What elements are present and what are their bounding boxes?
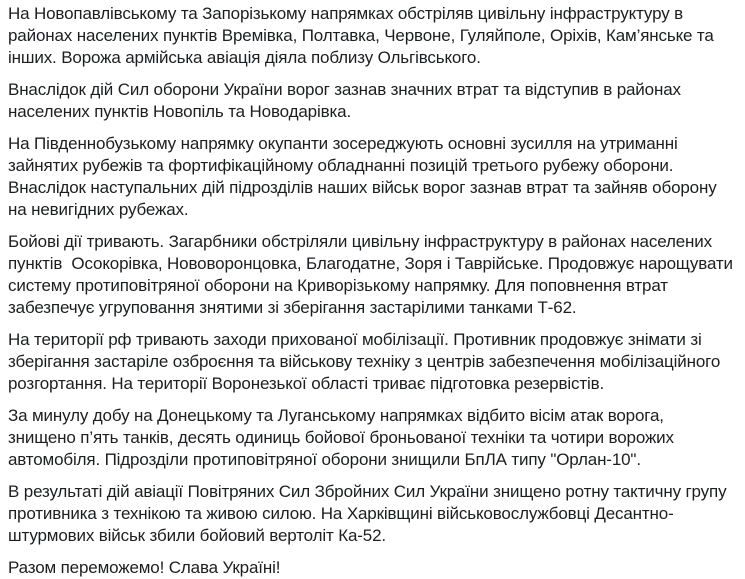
post-paragraph: В результаті дій авіації Повітряних Сил Збройних Сил України знищено ротну тактичну групу противника з технікою та живою силою. На Харківщині військовослужбовці Десантно-штурмових військ збили бойовий вертоліт Ка-52. [8,482,731,545]
post-paragraph: За минулу добу на Донецькому та Луганському напрямках відбито вісім атак ворога, знищено п’ять танків, десять одиниць бойової броньованої техніки та чотири ворожих автомобіля. Підрозділи протиповітряної оборони знищили БпЛА типу "Орлан-10". [8,406,679,469]
post-paragraph: На території рф тривають заходи прихованої мобілізації. Противник продовжує знімати зі зберігання застаріле озброєння та військову техніку з центрів забезпечення мобілізаційного розгортання. На території Воронезької області триває підготовка резервістів. [8,330,725,393]
post-paragraph: На Новопавлівському та Запорізькому напрямках обстріляв цивільну інфраструктуру в районах населених пунктів Времівка, Полтавка, Червоне, Гуляйполе, Оріхів, Кам’янське та інших. Ворожа армійська авіація діяла поблизу Ольгівського. [8,4,719,67]
post-paragraph: Бойові дії тривають. Загарбники обстріляли цивільну інфраструктуру в районах населених пунктів Осокорівка, Нововоронцовка, Благодатне, Зоря і Таврійське. Продовжує нарощувати систему протиповітряної оборони на Криворізькому напрямку. Для поповнення втрат забезпечує угруповання знятими зі зберігання застарілими танками Т-62. [8,232,738,317]
post-paragraph: Разом переможемо! Слава Україні! [8,558,281,577]
post-paragraph: Внаслідок дій Сил оборони України ворог зазнав значних втрат та відступив в районах населених пунктів Новопіль та Новодарівка. [8,80,686,121]
post-paragraph: На Південнобузькому напрямку окупанти зосереджують основні зусилля на утриманні зайнятих рубежів та фортифікаційному обладнанні позицій третього рубежу оборони. Внаслідок наступальних дій підрозділів наших військ ворог зазнав втрат та зайняв оборону на невигідних рубежах. [8,134,722,219]
